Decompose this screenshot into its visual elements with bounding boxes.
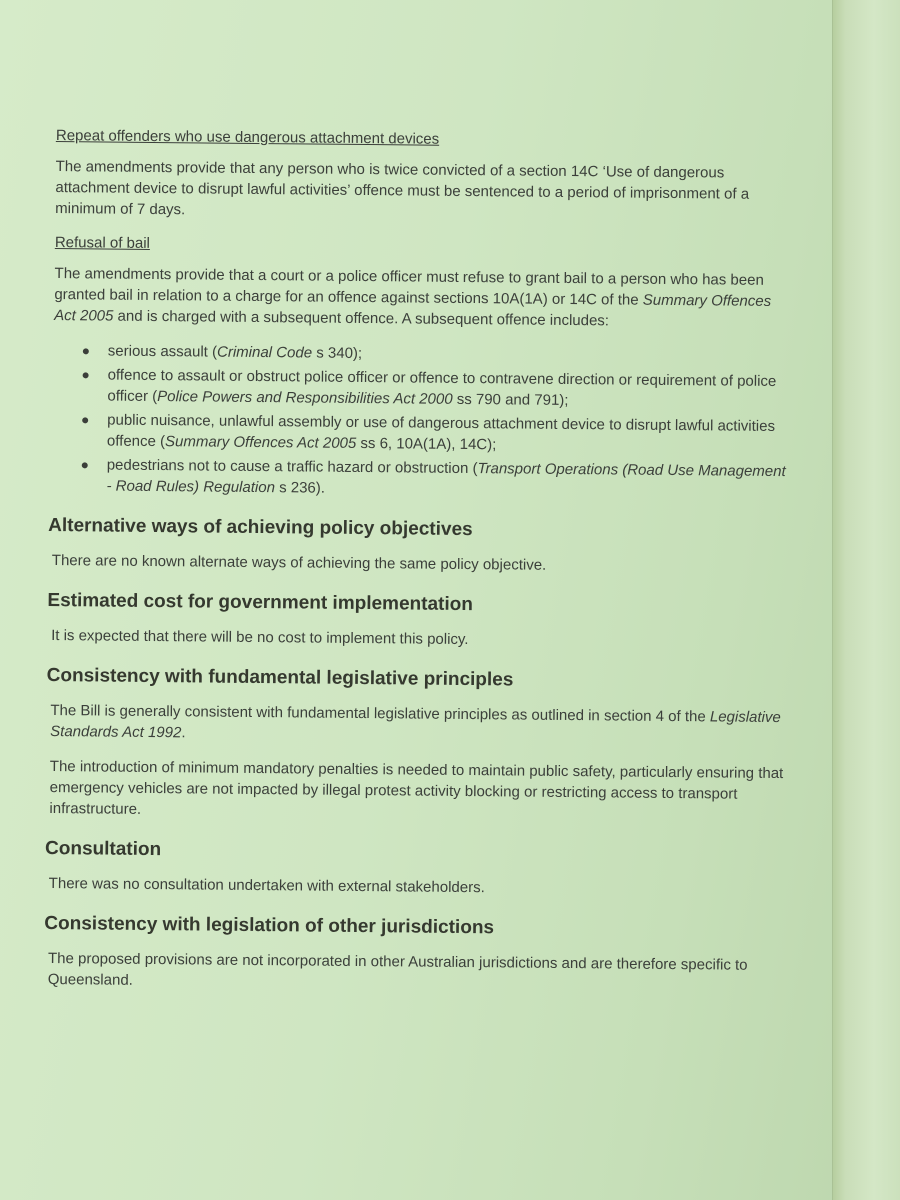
list-item: pedestrians not to cause a traffic hazard or obstruction (Transport Operations (Road Use Management - Road Rules) Regulation s 236). xyxy=(48,454,786,503)
bullet-icon xyxy=(82,462,88,468)
other-jurisdictions-paragraph: The proposed provisions are not incorporated in other Australian jurisdictions and are therefore specific to Queensland. xyxy=(47,950,748,989)
list-item: serious assault (Criminal Code s 340); xyxy=(50,340,788,368)
other-jurisdictions-heading: Consistency with legislation of other jurisdictions xyxy=(44,912,495,939)
document-content xyxy=(44,126,790,1011)
list-item: offence to assault or obstruct police officer or offence to contravene direction or requirement of police officer (Police Powers and Responsibilities Act 2000 ss 790 and 791); xyxy=(49,364,787,413)
fundamental-principles-paragraph-2: The introduction of minimum mandatory penalties is needed to maintain public safety, particularly ensuring that emergency vehicles are not impacted by illegal protest activity blocking or restricting access to transport infrastructure. xyxy=(49,758,784,818)
fundamental-principles-heading: Consistency with fundamental legislative principles xyxy=(46,664,514,691)
page-fold-edge xyxy=(832,0,900,1200)
estimated-cost-paragraph: It is expected that there will be no cost to implement this policy. xyxy=(51,627,469,649)
refusal-of-bail-subheading: Refusal of bail xyxy=(54,234,151,252)
bullet-icon xyxy=(82,417,88,423)
consultation-heading: Consultation xyxy=(44,837,162,861)
list-item: public nuisance, unlawful assembly or use of dangerous attachment device to disrupt lawful activities offence (Summary Offences Act 2005 ss 6, 10A(1A), 14C); xyxy=(49,409,787,458)
fundamental-principles-paragraph-1: The Bill is generally consistent with fundamental legislative principles as outlined in section 4 of the Legislative Standards Act 1992. xyxy=(50,702,781,742)
bullet-icon xyxy=(83,348,89,354)
refusal-of-bail-paragraph: The amendments provide that a court or a police officer must refuse to grant bail to a person who has been granted bail in relation to a charge for an offence against sections 10A(1A) or 14C of the Summary Offences Act 2005 and is charged with a subsequent offence. A subsequent offence includes: xyxy=(54,265,772,330)
alternative-ways-heading: Alternative ways of achieving policy objectives xyxy=(48,514,473,541)
repeat-offenders-subheading: Repeat offenders who use dangerous attachment devices xyxy=(55,127,440,148)
estimated-cost-heading: Estimated cost for government implementation xyxy=(47,589,473,616)
repeat-offenders-paragraph: The amendments provide that any person who is twice convicted of a section 14C ‘Use of dangerous attachment device to disrupt lawful activities’ offence must be sentenced to a period of imprisonment of a minimum of 7 days. xyxy=(55,158,750,219)
subsequent-offence-list xyxy=(48,340,787,503)
bullet-icon xyxy=(83,372,89,378)
alternative-ways-paragraph: There are no known alternate ways of achieving the same policy objective. xyxy=(51,552,547,574)
consultation-paragraph: There was no consultation undertaken with external stakeholders. xyxy=(48,875,485,897)
